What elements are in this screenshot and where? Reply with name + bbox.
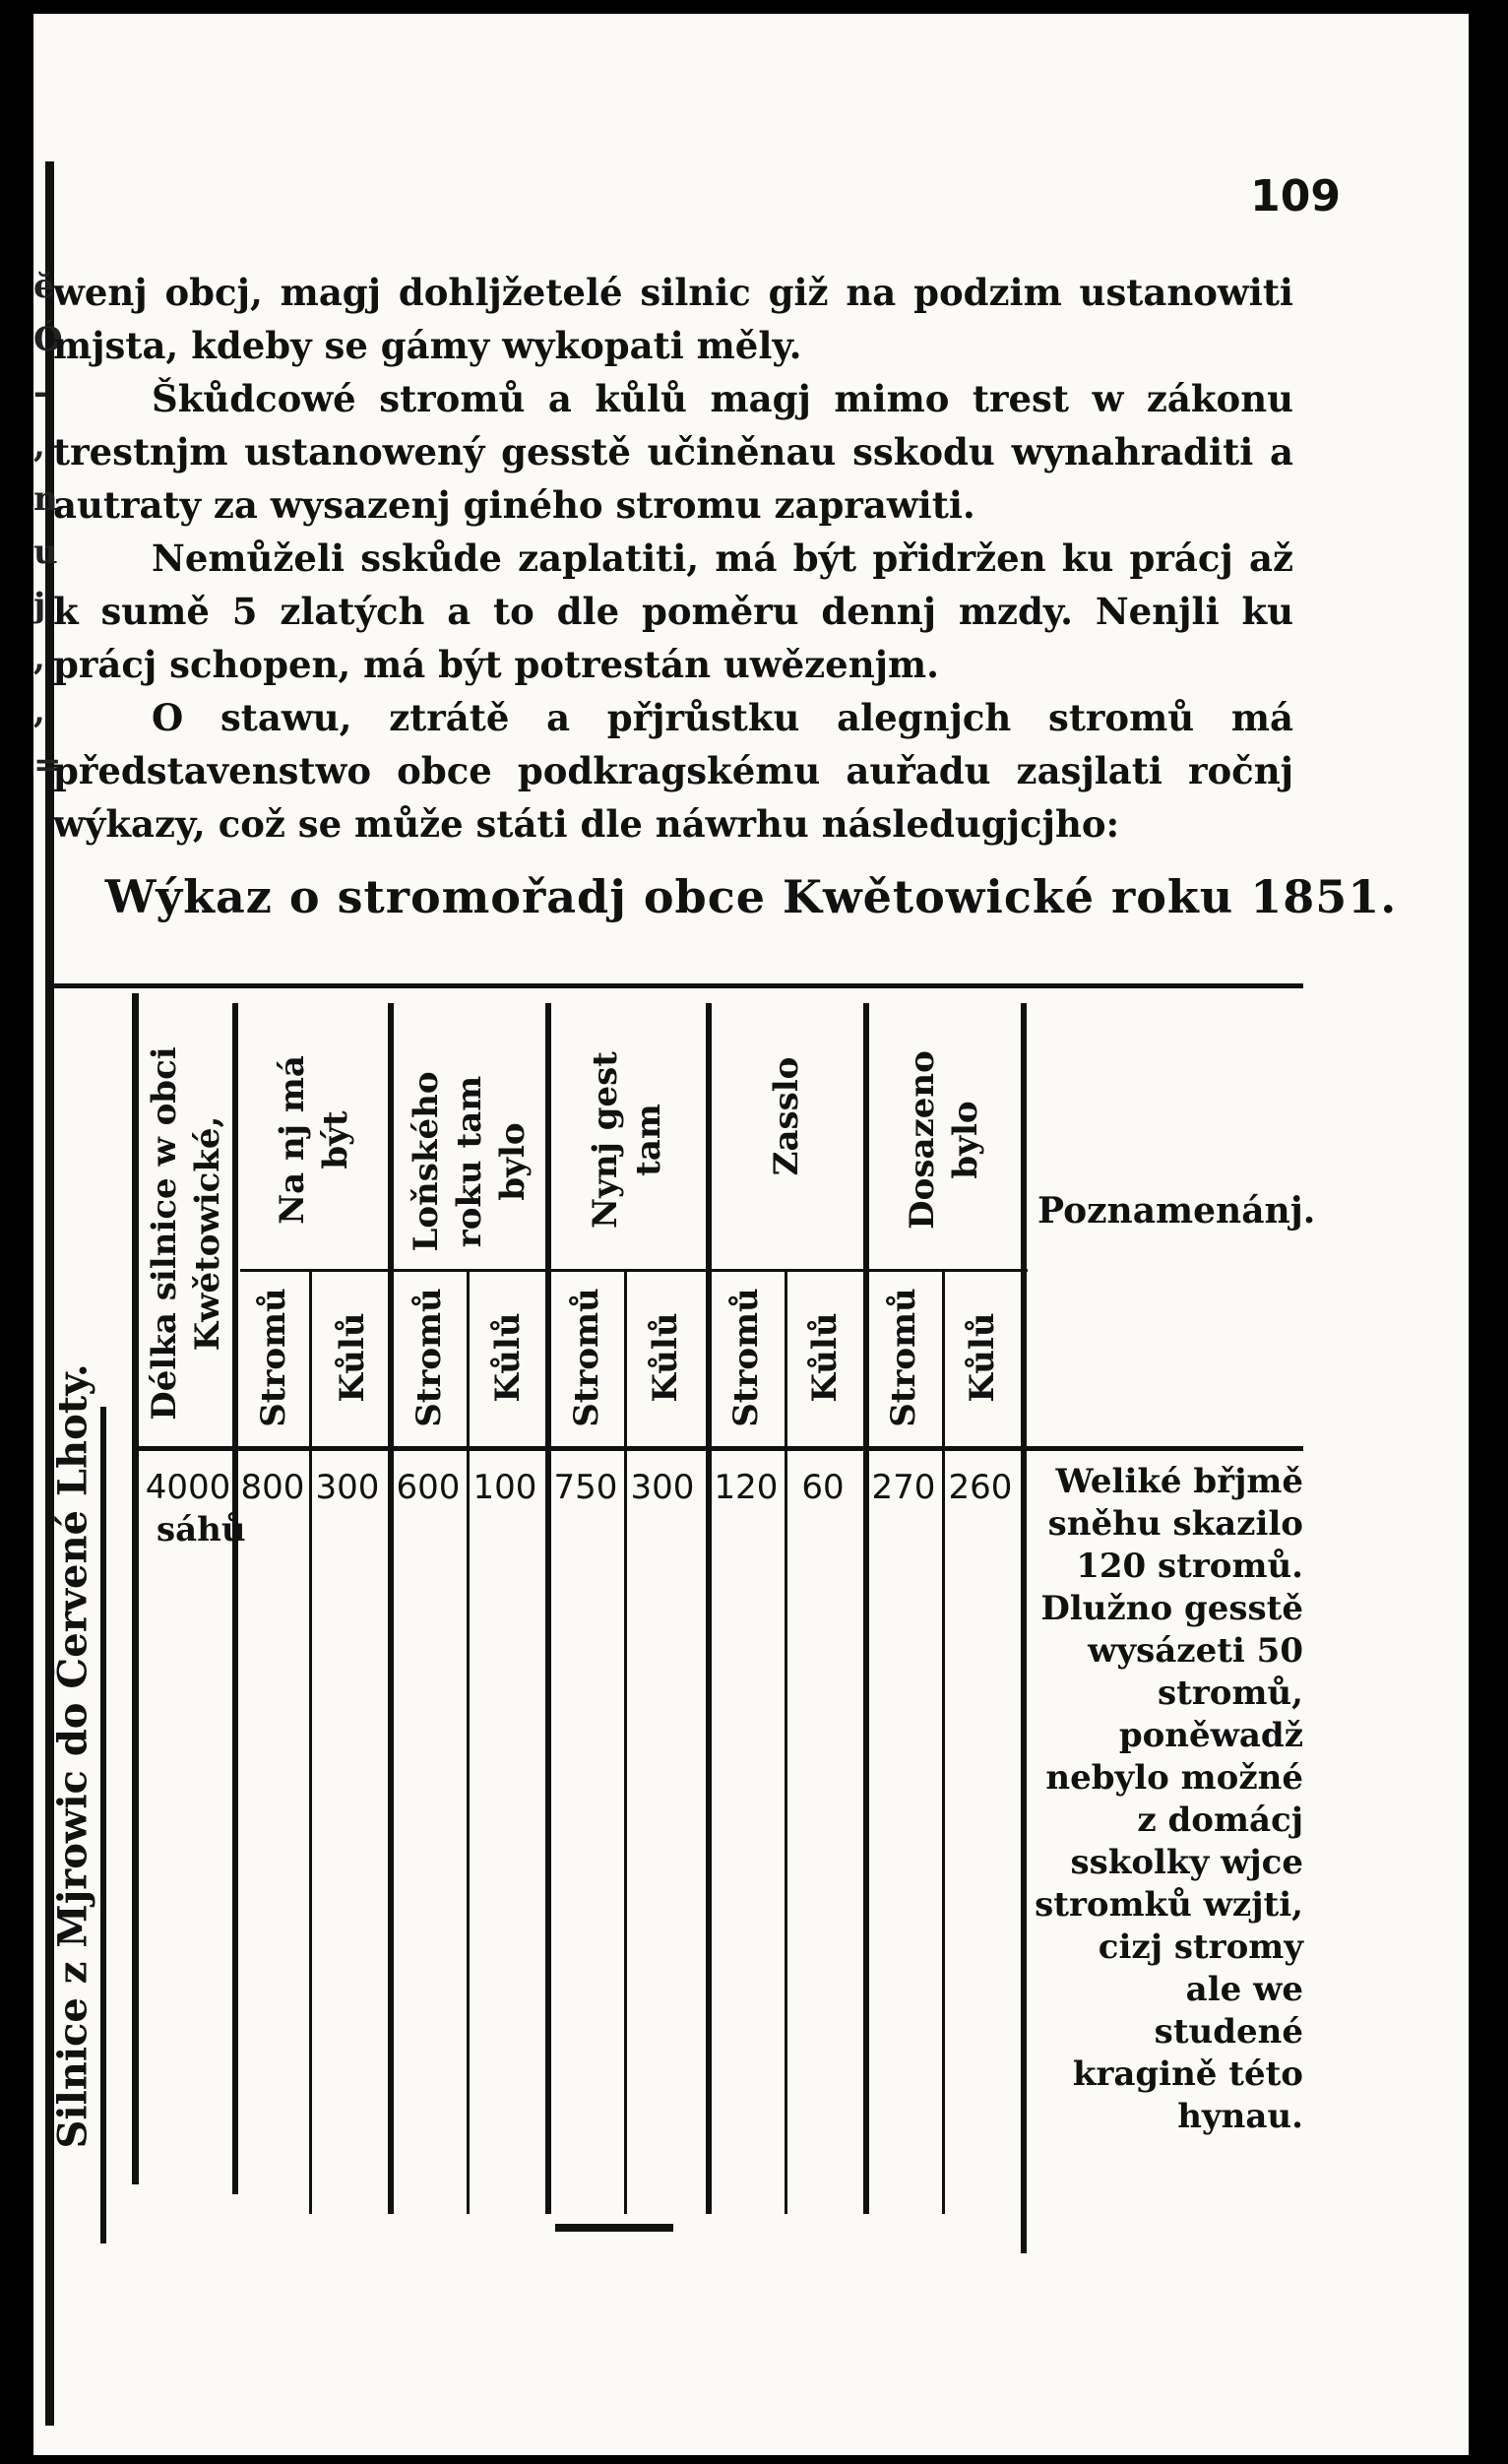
- margin-char: j: [33, 586, 46, 625]
- column-rule: [545, 1003, 551, 2214]
- subheader-rule: [240, 1269, 1028, 1272]
- column-rule: [388, 1003, 394, 2214]
- header-length: Délka silnice w obci Kwětowické,: [145, 1046, 227, 1421]
- left-table-rule: [100, 1407, 106, 2243]
- sub-trees: Stromů: [884, 1288, 923, 1427]
- page: [33, 14, 1469, 2455]
- column-rule: [785, 1269, 787, 2214]
- header-remarks: Poznamenánj.: [1037, 1190, 1316, 1232]
- sub-trees: Stromů: [409, 1288, 449, 1427]
- paragraph: wenj obcj, magj dohljžetelé silnic giž na podzim ustanowiti mjsta, kdeby se gámy wykopati měly.: [53, 271, 1293, 367]
- table-title: Wýkaz o stromořadj obce Kwětowické roku 1851.: [104, 870, 1398, 923]
- column-rule: [1021, 1003, 1027, 2253]
- margin-char: ,: [33, 692, 45, 731]
- column-rule: [942, 1269, 945, 2214]
- column-rule: [863, 1003, 869, 2214]
- cell-value: 300: [630, 1468, 695, 1507]
- header-perished: Zasslo: [767, 1056, 806, 1176]
- cell-value: 750: [553, 1468, 618, 1507]
- column-rule: [706, 1003, 712, 2214]
- header-should-have: Na nj má být: [273, 1055, 355, 1225]
- sub-stakes: Kůlů: [488, 1312, 528, 1403]
- cell-length: 4000: [145, 1468, 231, 1507]
- table-top-rule: [53, 983, 1303, 988]
- column-rule: [467, 1269, 470, 2214]
- cell-value: 300: [315, 1468, 380, 1507]
- paragraph: Nemůželi sskůde zaplatiti, má být přidržen ku prácj až k sumě 5 zlatých a to dle poměru dennj mzdy. Nenjli ku prácj schopen, má být potrestán uwězenjm.: [53, 537, 1293, 686]
- paragraph: O stawu, ztrátě a přjrůstku alegnjch stromů má představenstwo obce podkragskému auřadu zasjlati ročnj wýkazy, což se může státi dle náwrhu následugjcjho:: [53, 696, 1293, 846]
- cell-value: 100: [472, 1468, 537, 1507]
- cell-value: 270: [871, 1468, 936, 1507]
- sub-stakes: Kůlů: [805, 1312, 845, 1403]
- margin-char: n: [33, 479, 58, 519]
- column-rule: [624, 1269, 627, 2214]
- margin-char: =: [33, 745, 62, 785]
- sub-stakes: Kůlů: [963, 1312, 1002, 1403]
- cell-remark: Weliké břjmě sněhu skazilo 120 stromů. Dlužno gesstě wysázeti 50 stromů, poněwadž nebylo možné z domácj sskolky wjce stromků wzjti, cizj stromy ale we studené kragině této hynau.: [1035, 1462, 1303, 2136]
- tree-table: [49, 983, 1316, 2258]
- sub-trees: Stromů: [726, 1288, 766, 1427]
- column-rule: [309, 1269, 312, 2214]
- margin-char: Ó: [33, 320, 63, 359]
- sub-stakes: Kůlů: [646, 1312, 685, 1403]
- column-rule: [232, 1003, 238, 2194]
- bottom-rule: [555, 2224, 673, 2232]
- paragraph: Škůdcowé stromů a kůlů magj mimo trest w zákonu trestnjm ustanowený gesstě učiněnau sskodu wynahraditi a autraty za wysazenj giného stromu zaprawiti.: [53, 377, 1293, 527]
- cell-value: 800: [240, 1468, 305, 1507]
- page-number: 109: [1250, 171, 1341, 221]
- margin-char: -: [33, 373, 48, 412]
- sub-stakes: Kůlů: [333, 1312, 372, 1403]
- road-label: Silnice z Mjrowic do Červené Lhoty.: [49, 1363, 96, 2149]
- header-last-year: Loňského roku tam bylo: [407, 1071, 533, 1252]
- cell-value: 600: [396, 1468, 461, 1507]
- column-rule: [132, 993, 139, 2184]
- header-planted: Dosazeno bylo: [903, 1050, 985, 1230]
- sub-trees: Stromů: [254, 1288, 293, 1427]
- cell-length-unit: sáhů: [157, 1510, 246, 1549]
- cell-value: 60: [801, 1468, 845, 1507]
- margin-char: ,: [33, 639, 45, 678]
- cell-value: 120: [714, 1468, 779, 1507]
- margin-char: u: [33, 533, 58, 572]
- margin-char: ĕ: [33, 267, 55, 306]
- cell-value: 260: [948, 1468, 1013, 1507]
- header-now: Nynj gest tam: [586, 1051, 668, 1229]
- margin-char: ,: [33, 426, 45, 466]
- body-text: [53, 266, 1293, 851]
- sub-trees: Stromů: [567, 1288, 606, 1427]
